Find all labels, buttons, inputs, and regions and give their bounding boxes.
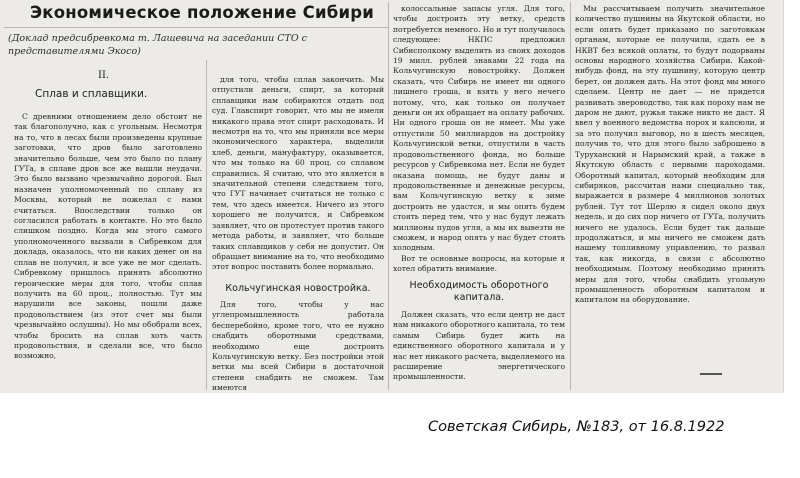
column-2-paragraph: для того, чтобы сплав закончить. Мы отпустили деньги, спирт, за который сплавщики нам собираются отдать под суд. Главспирт говорит, что мы не имели никакого права этот спирт расходовать. И несмотря на то, что мы приняли все меры экономического характера, выделили хлеб, деньги, мануфактуру, оказывается, что мы только на 60 проц. со сплавом справились. Я считаю, что это является в значительной степени следствием того, что ГУТ начинает считаться не только с тем, что здесь имеется. Ничего из этого хорошего не получится, и Сибревком заявляет, что он протестует против такого метода работы, и заявляет, что больше таких сплавщиков у себя не допустит. Он обращает внимание на то, что необходимо этот вопрос поставить более нормально.: [212, 75, 384, 272]
source-caption: Советская Сибирь, №183, от 16.8.1922: [428, 419, 725, 435]
column-3b-paragraph: Должен сказать, что если центр не даст нам никакого оборотного капитала, то тем самым Сибирь будет жить на единственного оборотного капитала и у нас нет никакого расчета, выделяемого на расширение энергетического промышленности.: [393, 310, 565, 382]
column-rule-1: [206, 60, 207, 390]
column-3-paragraph: колоссальные запасы угля. Для того, чтобы достроить эту ветку, средств потребуется немного. Но и тут получилось следующее: НКПС предложил Сибисполкому выделить из своих доходов 19 милл. рублей знаками 22 года на Кольчугинскую новостройку. Должен сказать, что Сибирь не имеет ни одного лишнего гроша, и взять у него нечего потому, что, как только он получает деньги он их обращает на оплату рабочих. Ни одного гроша он не имеет. Мы уже отпустили 50 миллиардов на достройку Кольчугинской ветки, отпустили в часть продовольственного фонда, но больше ресурсов у Сибревкома нет. Если не будет оказана помощь, не будут даны и продовольственные и денежные ресурсы, вам Кольчугинскую ветку к зиме достроить не удастся, и мы опять будем стоять перед тем, что у нас будут лежать миллионы пудов угля, а мы их вывезти не сможем, и народ опять у нас будет стоять холодным.: [393, 4, 566, 253]
article-column-4: [575, 4, 765, 368]
end-mark: [700, 373, 722, 375]
article-subtitle: (Доклад предсибревкома т. Лашевича на заседании СТО с представителями Экосо): [8, 33, 308, 57]
article-title: Экономическое положение Сибири: [30, 3, 374, 22]
column-rule-3: [570, 2, 571, 390]
article-column-2-continued: [212, 300, 384, 393]
column-rule-2: [388, 2, 389, 390]
article-column-3: [393, 4, 566, 274]
title-rule: [4, 27, 389, 28]
article-column-3-continued: [393, 310, 565, 388]
column-3-closing: Вот те основные вопросы, на которые я хотел обратить внимание.: [393, 253, 565, 274]
kolchugino-heading: Кольчугинская новостройка.: [225, 283, 371, 294]
section-heading: Сплав и сплавщики.: [35, 88, 148, 100]
column-4-paragraph: Мы рассчитываем получить значительное количество пушнины на Якутской области, но если опять будет приказано по заготовкам органам, которые ее получили, сдать ее в НКВТ без всякой оплаты, то будут подорваны основы народного хозяйства Сибири. Какой-нибудь фонд, на эту пушнину, которую центр берет, он должен дать. На этот фонд мы много сделаем. Центр не дает — не придется развивать звероводство, так как пороху нам не даром не дают, ружья также никто не даст. Я ввел у военного ведомства порох и капсюли, и за это получил выговор, но в шесть месяцев, получив то, что для этого было заброшено в Туруханский и Нарымский край, а также в Якутскую область с первыми пароходами. Оборотный капитал, который необходим для сибиряков, рассчитан нами специально так, выражается в размере 4 миллионов золотых рублей. Тут тот Шерлю я сидел около двух недель, и до сих пор ничего от ГУТа, получить ничего не удалось. Если будет так дальше продолжаться, и мы ничего не сможем дать нашему топливному управлению, то развал так, как никогда, в связи с абсолютно необходимым. Поэтому необходимо принять меры для того, чтобы снабдить угольную промышленность оборотным капиталом и капиталом на оборудование.: [575, 4, 765, 305]
working-capital-heading: Необходимость оборотного капитала.: [409, 280, 549, 303]
article-column-2: [212, 75, 384, 275]
section-number: II.: [98, 70, 110, 81]
column-2b-paragraph: Для того, чтобы у нас углепромышленность работала бесперебойно, кроме того, что ее нужно снабдить оборотными средствами, необходимо еще достроить Кольчугинскую ветку. Без постройки этой ветки мы всей Сибири в достаточной степени снабдить не сможем. Там имеются: [212, 300, 384, 393]
column-1-paragraph: С древними отношением дело обстоит не так благополучно, как с угольным. Несмотря на то, что в лесах были произведены крупные заготовки, что дров было заготовлено значительно больше, чем это было по плану ГУТа, в сплаве дров все же вышли неудачи. Это было вызвано чрезвычайно дорогой. Был назначен уполномоченный по сплаву из Москвы, который не пожелал с нами считаться. Впоследствии только он согласился работать в контакте. Но это было слишком поздно. Когда мы этого самого уполномоченного вызвали в Сибревком для доклада, оказалось, что ни каких денег он на сплав не получил, и все уже не мог сделать. Сибревкому пришлось принять абсолютно героические меры для того, чтобы сплав получить на 60 проц., полностью. Тут мы нарушили все законы, пошли даже продовольствием (из этот счет мы были чрезвычайно ослушны). Но мы обобрали всех, чтобы бросить на сплав хоть часть продовольствия, и сделали все, что было возможно,: [14, 112, 202, 361]
article-column-1: [14, 112, 202, 388]
